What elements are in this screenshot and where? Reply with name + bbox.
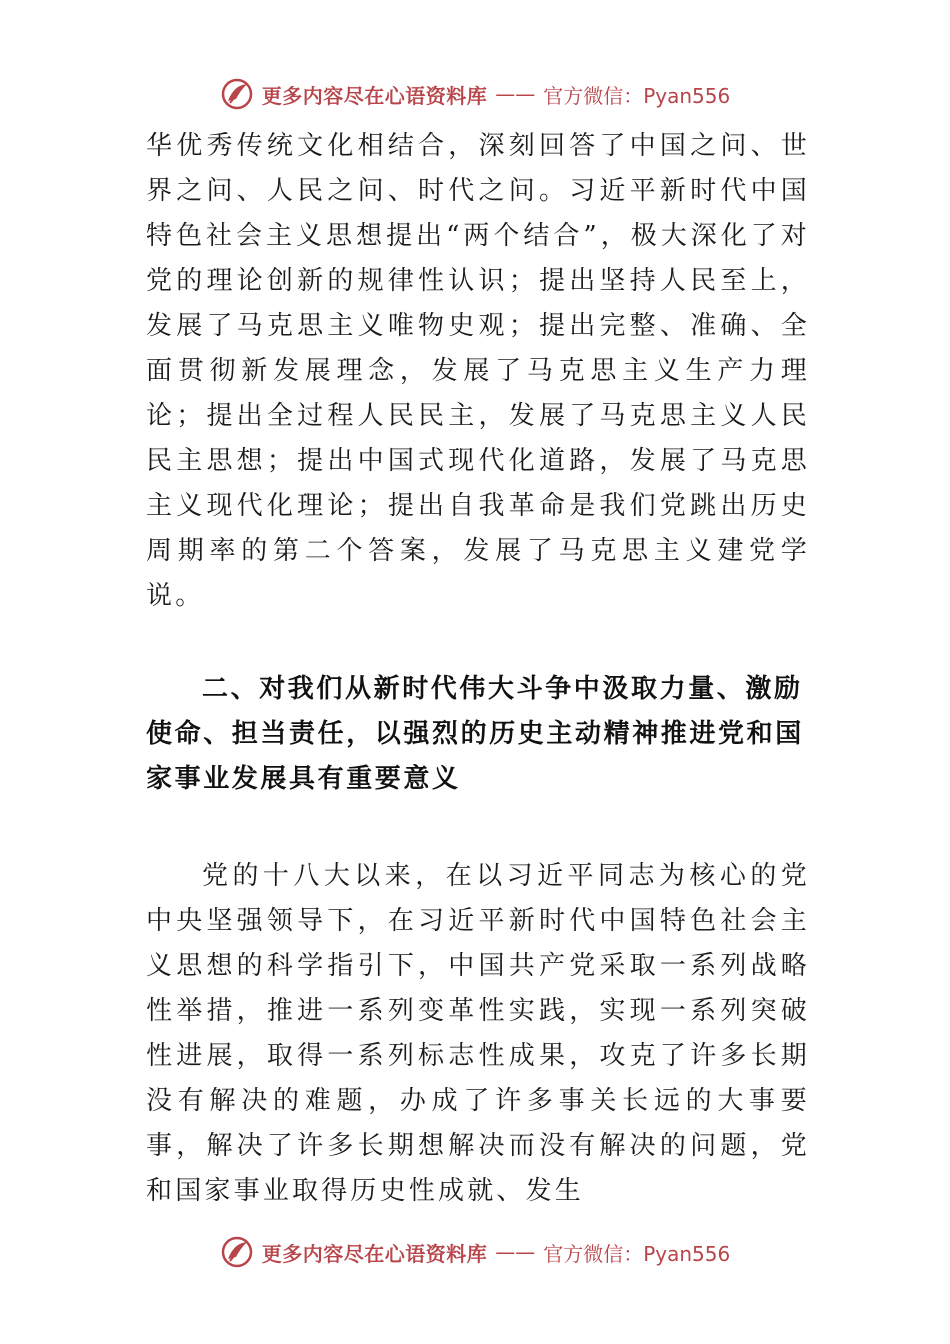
body-paragraph: 党的十八大以来，在以习近平同志为核心的党中央坚强领导下，在习近平新时代中国特色社会主义思想的科学指引下，中国共产党采取一系列战略性举措，推进一系列变革性实践，实现一系列突破性进展，取得一系列标志性成果，攻克了许多长期没有解决的难题，办成了许多事关长远的大事要事，解决了许多长期想解决而没有解决的问题，党和国家事业取得历史性成就、发生 bbox=[146, 861, 810, 1206]
brush-pen-logo-icon bbox=[220, 1235, 254, 1269]
footer-banner bbox=[0, 1228, 950, 1276]
banner-promo-text: 更多内容尽在心语资料库 bbox=[261, 1241, 488, 1266]
continued-paragraph: 华优秀传统文化相结合，深刻回答了中国之问、世界之问、人民之问、时代之问。习近平新时代中国特色社会主义思想提出“两个结合”，极大深化了对党的理论创新的规律性认识；提出坚持人民至上，发展了马克思主义唯物史观；提出完整、准确、全面贯彻新发展理念，发展了马克思主义生产力理论；提出全过程人民民主，发展了马克思主义人民民主思想；提出中国式现代化道路，发展了马克思主义现代化理论；提出自我革命是我们党跳出历史周期率的第二个答案，发展了马克思主义建党学说。 bbox=[146, 131, 810, 611]
banner-wechat-id: 官方微信：Pyan556 bbox=[543, 83, 731, 108]
document-body bbox=[146, 124, 810, 1214]
banner-separator: —— bbox=[495, 82, 536, 106]
banner-promo-text: 更多内容尽在心语资料库 bbox=[261, 83, 488, 108]
banner-separator: —— bbox=[495, 1240, 536, 1264]
brush-pen-logo-icon bbox=[220, 77, 254, 111]
header-banner bbox=[0, 70, 950, 118]
banner-wechat-id: 官方微信：Pyan556 bbox=[543, 1241, 731, 1266]
section-heading: 二、对我们从新时代伟大斗争中汲取力量、激励使命、担当责任，以强烈的历史主动精神推进党和国家事业发展具有重要意义 bbox=[146, 674, 804, 794]
